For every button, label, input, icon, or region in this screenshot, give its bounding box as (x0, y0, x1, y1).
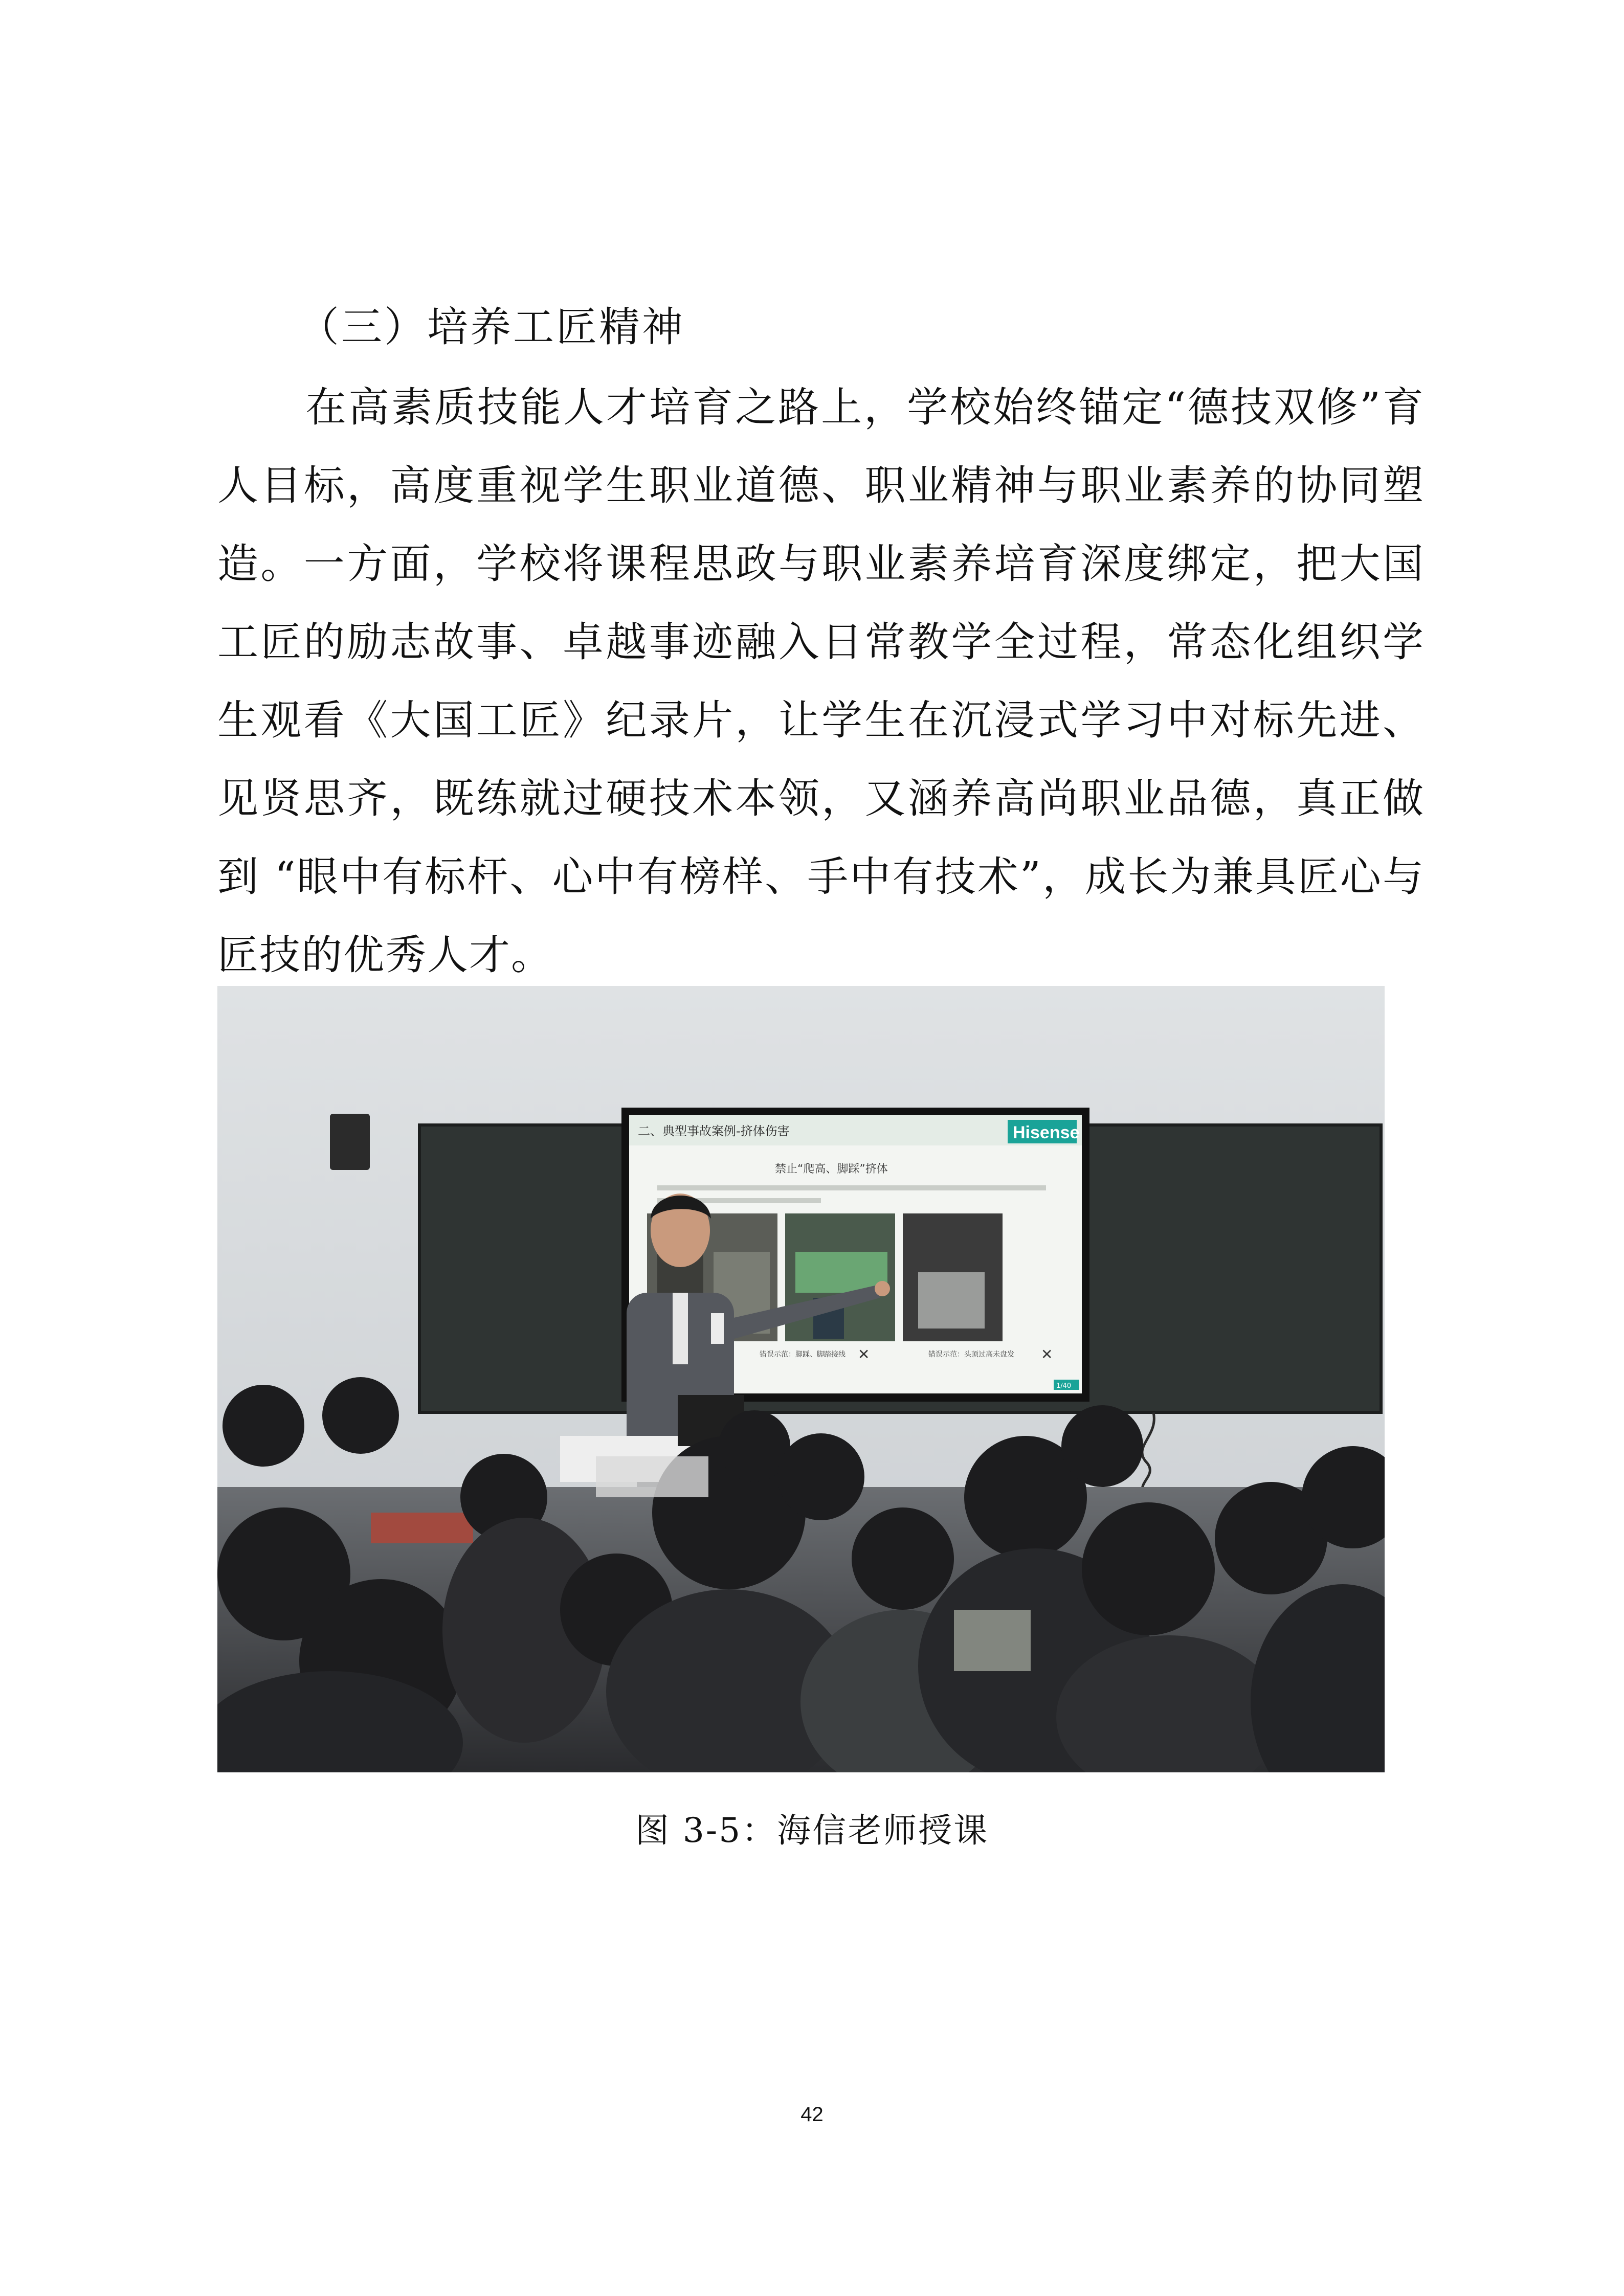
figure-caption: 图 3-5：海信老师授课 (635, 1811, 989, 1850)
paragraph-text: 在高素质技能人才培育之路上，学校始终锚定“德技双修”育人目标，高度重视学生职业道德、职业精神与职业素养的协同塑造。一方面，学校将课程思政与职业素养培育深度绑定，把大国工匠的励志故事、卓越事迹融入日常教学全过程，常态化组织学生观看《大国工匠》纪录片，让学生在沉浸式学习中对标先进、见贤思齐，既练就过硬技术本领，又涵养高尚职业品德，真正做到 “眼中有标杆、心中有榜样、手中有技术”，成长为兼具匠心与匠技的优秀人才。 (217, 384, 1425, 979)
slide-title: 二、典型事故案例-挤体伤害 (638, 1124, 790, 1138)
slide-subtitle: 禁止“爬高、脚踩”挤体 (775, 1163, 888, 1176)
slide-page-badge: 1/40 (1056, 1382, 1072, 1390)
body-paragraph (217, 368, 1425, 994)
desk-left (371, 1513, 473, 1543)
slide-cross-right: ✕ (1041, 1346, 1053, 1363)
classroom-photo (217, 986, 1385, 1772)
slide-label-right: 错误示范：头顶过高未盘发 (928, 1350, 1014, 1359)
slide-label-left: 错误示范：脚踩、脚踏接线 (760, 1350, 846, 1359)
slide-cross-left: ✕ (858, 1346, 870, 1363)
wall-speaker (330, 1114, 370, 1170)
brand-logo: Hisense (1013, 1123, 1080, 1142)
section-heading: （三）培养工匠精神 (298, 303, 685, 351)
page-number: 42 (800, 2103, 824, 2126)
classroom-photo-illustration (217, 986, 1385, 1772)
